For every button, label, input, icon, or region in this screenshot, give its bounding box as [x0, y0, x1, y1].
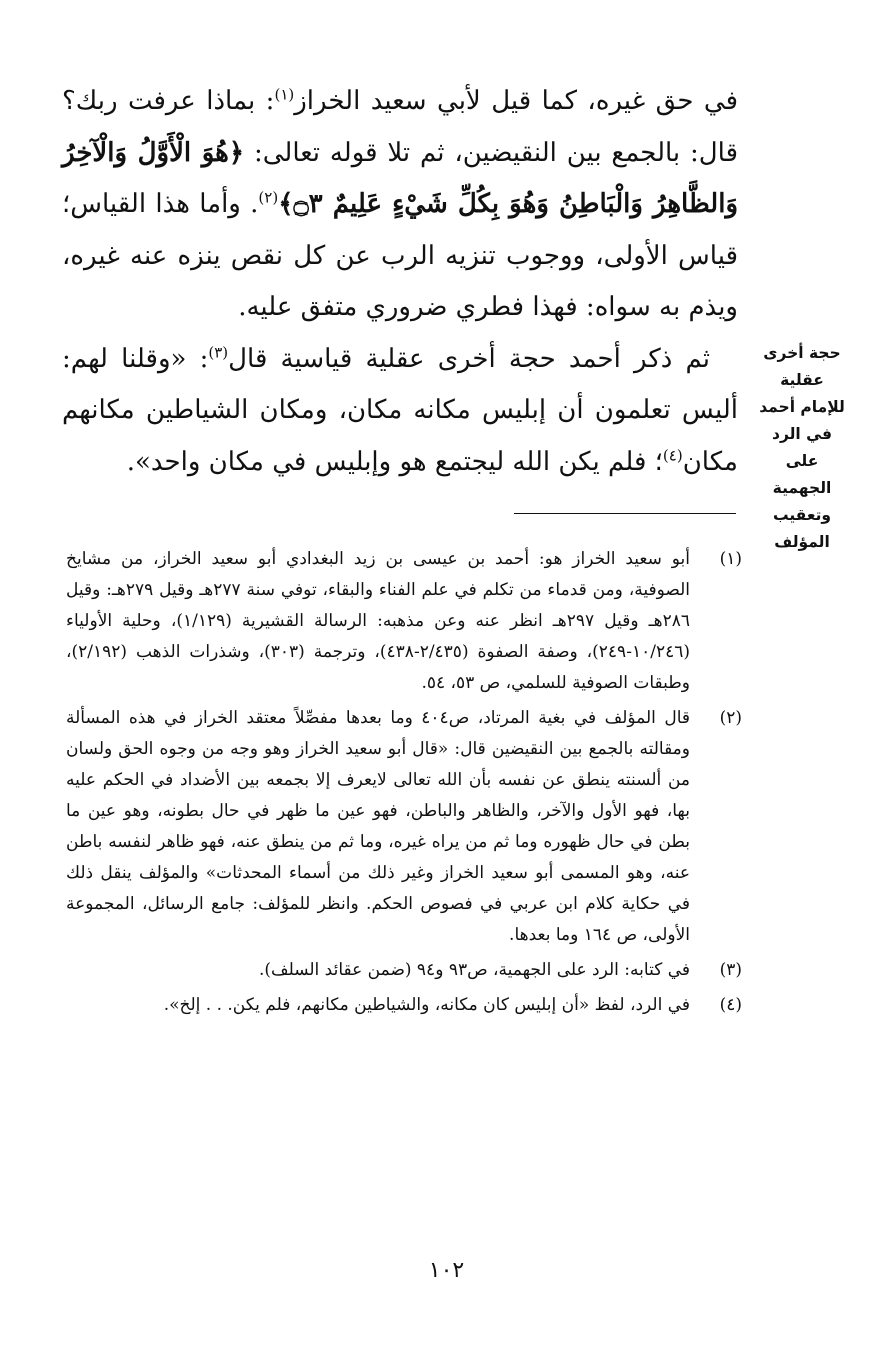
footnote-3 [66, 955, 742, 986]
footnote-ref-1: (١) [274, 85, 295, 104]
footnote-1 [66, 544, 742, 699]
footnote-divider [514, 513, 736, 514]
footnote-number: (٣) [719, 960, 742, 980]
footnote-number: (٢) [719, 708, 742, 728]
paragraph-1 [62, 76, 738, 334]
footnote-number: (٤) [719, 995, 742, 1015]
paragraph-1-text-a: في حق غيره، كما قيل لأبي سعيد الخراز [294, 86, 738, 116]
footnotes [66, 544, 742, 1025]
footnote-text: أبو سعيد الخراز هو: أحمد بن عيسى بن زيد البغدادي أبو سعيد الخراز، من مشايخ الصوفية، ومن قدماء من تكلم في علم الفناء والبقاء، توفي سنة ٢٧٧هـ وقيل ٢٧٩هـ: وقيل ٢٨٦هـ وقيل ٢٩٧هـ انظر عنه وعن مذهبه: الرسالة القشيرية (١/١٢٩)، وحلية الأولياء (١٠/٢٤٦-٢٤٩)، وصفة الصفوة (٢/٤٣٥-٤٣٨)، وترجمة (٣٠٣)، وشذرات الذهب (٢/١٩٢)، وطبقات الصوفية للسلمي، ص ٥٣، ٥٤. [66, 549, 691, 693]
paragraph-1-text-b: : بماذا عرفت ربك؟ قال: بالجمع بين النقيضين، ثم تلا قوله تعالى: [62, 86, 738, 168]
margin-note: حجة أخرى عقلية للإمام أحمد في الرد على الجهمية وتعقيب المؤلف [759, 344, 845, 551]
footnote-4 [66, 990, 742, 1021]
footnote-ref-3: (٣) [208, 342, 229, 361]
main-text [62, 76, 738, 488]
paragraph-1-text-c: . وأما هذا القياس؛ قياس الأولى، ووجوب تنزيه الرب عن كل نقص ينزه عنه غيره، ويذم به سواه: فهذا فطري ضروري متفق عليه. [62, 189, 738, 322]
page-number: ١٠٢ [428, 1258, 465, 1283]
footnote-text: في الرد، لفظ «أن إبليس كان مكانه، والشياطين مكانهم، فلم يكن. . . إلخ». [163, 995, 690, 1015]
footnote-ref-2: (٢) [258, 188, 279, 207]
footnote-ref-4: (٤) [662, 445, 683, 464]
footnote-text: قال المؤلف في بغية المرتاد، ص٤٠٤ وما بعدها مفصِّلاً معتقد الخراز في هذه المسألة ومقالته بالجمع بين النقيضين قال: «قال أبو سعيد الخراز وهو وجه من وجوه الحق ولسان من ألسنته ينطق عن نفسه بأن الله تعالى لايعرف إلا بجمعه بين الأضداد في الحكم عليه بها، فهو الأول والآخر، والظاهر والباطن، فهو عين ما ظهر في حال بطونه، وهو عين ما بطن في حال ظهوره وما ثم من يراه غيره، وما ثم من ينطق عنه، فهو ظاهر لنفسه باطن عنه، وهو المسمى أبو سعيد الخراز وغير ذلك من أسماء المحدثات» والمؤلف ينقل ذلك في حكاية كلام ابن عربي في فصوص الحكم. وانظر للمؤلف: جامع الرسائل، المجموعة الأولى، ص ١٦٤ وما بعدها. [66, 708, 690, 945]
footnote-2 [66, 703, 742, 951]
quran-verse: ﴿هُوَ الْأَوَّلُ وَالْآخِرُ وَالظَّاهِرُ وَالْبَاطِنُ وَهُوَ بِكُلِّ شَيْءٍ عَلِيمٌ ۝٣﴾ [62, 137, 738, 219]
paragraph-2-text-a: ثم ذكر أحمد حجة أخرى عقلية قياسية قال [228, 343, 710, 374]
paragraph-2-text-c: ؛ فلم يكن الله ليجتمع هو وإبليس في مكان واحد». [126, 446, 663, 477]
footnote-number: (١) [719, 549, 742, 569]
footnote-text: في كتابه: الرد على الجهمية، ص٩٣ و٩٤ (ضمن عقائد السلف). [258, 960, 690, 980]
paragraph-2-text-b: : «وقلنا لهم: أليس تعلمون أن إبليس مكانه مكان، ومكان الشياطين مكانهم مكان [62, 343, 738, 477]
paragraph-2 [62, 334, 738, 489]
